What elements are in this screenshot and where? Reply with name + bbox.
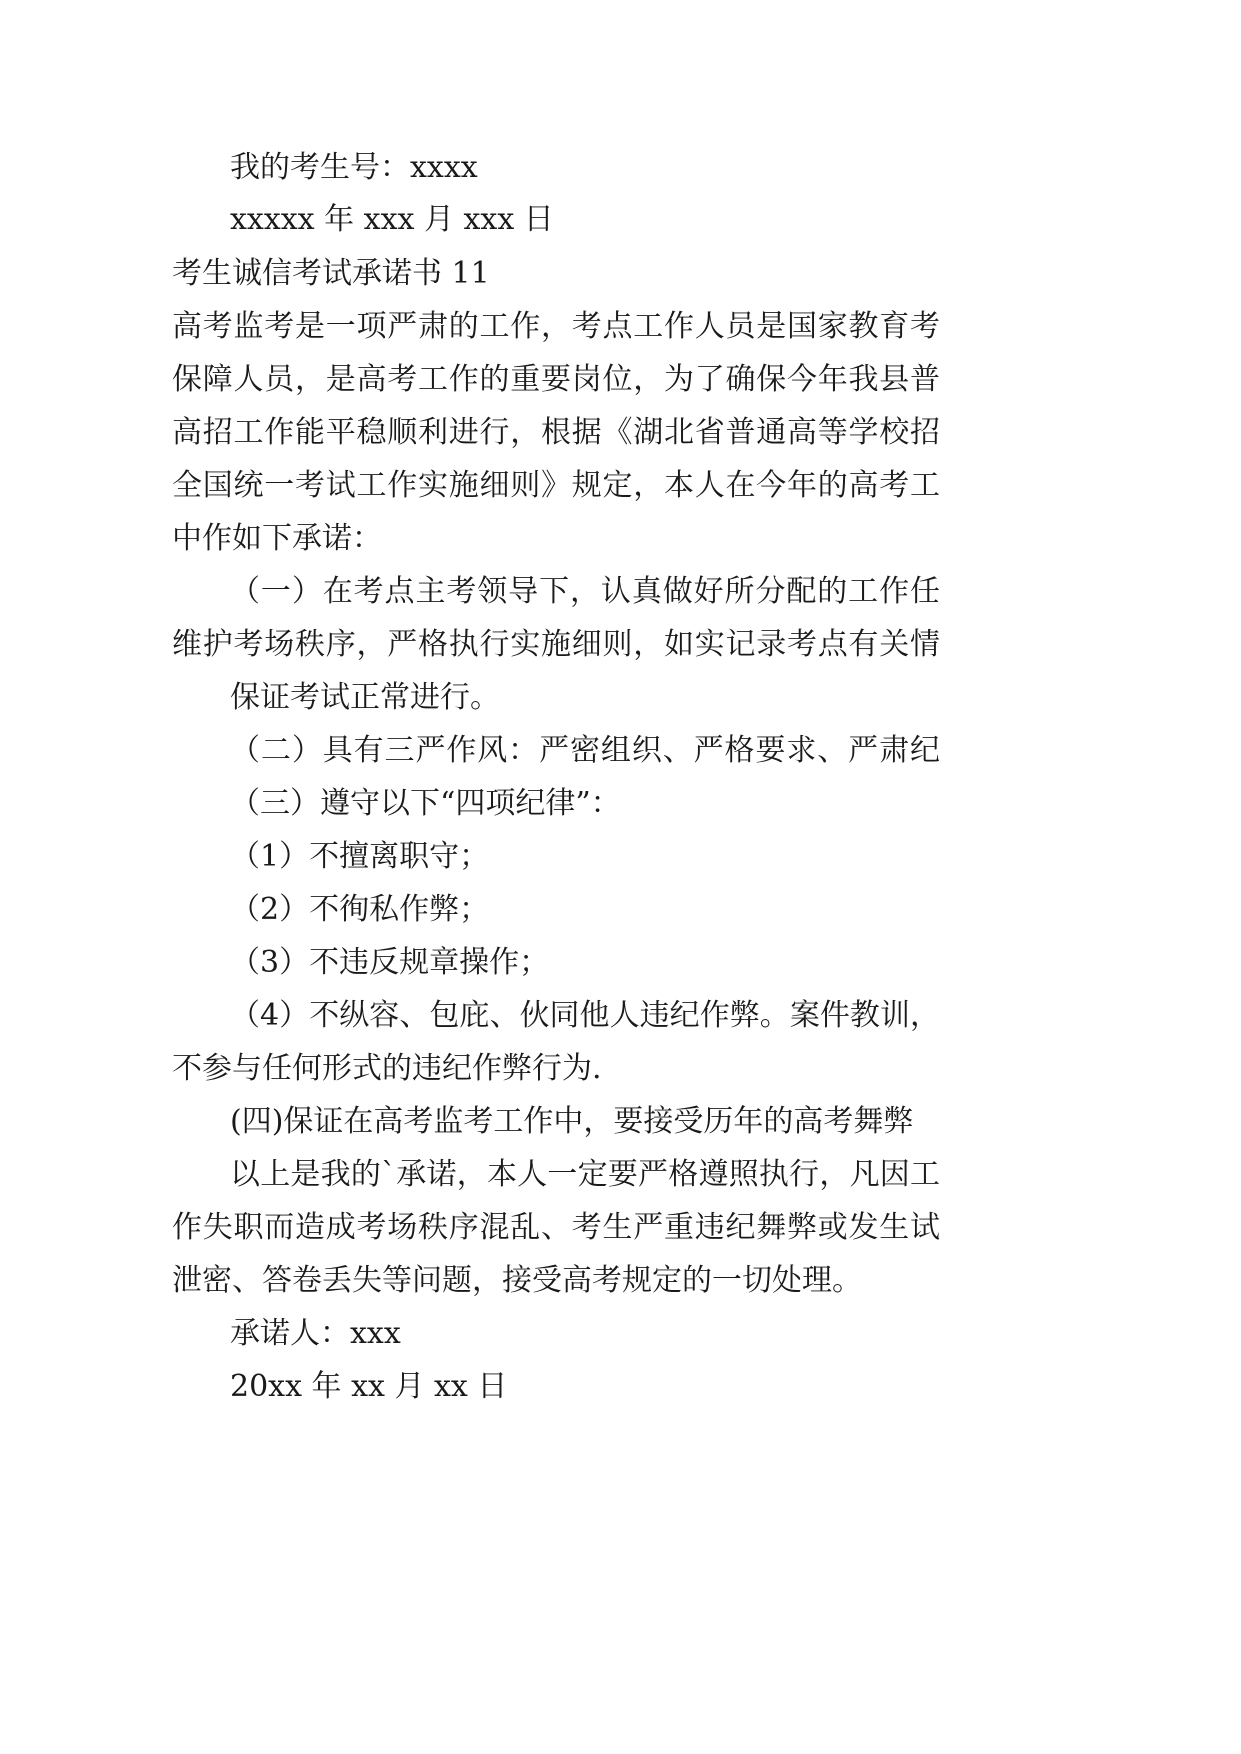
- item3: （三）遵守以下“四项纪律”：: [230, 786, 621, 821]
- document-title: 考生诚信考试承诺书 11: [172, 256, 490, 291]
- item1-line-3: 保证考试正常进行。: [230, 680, 500, 715]
- closing-line-3: 泄密、答卷丢失等问题，接受高考规定的一切处理。: [172, 1263, 862, 1298]
- item4: (四)保证在高考监考工作中，要接受历年的高考舞弊: [230, 1104, 914, 1139]
- item2: （二）具有三严作风：严密组织、严格要求、严肃纪: [230, 733, 940, 768]
- rule-2: （2）不徇私作弊；: [230, 892, 490, 927]
- item1-line-2: 维护考场秩序，严格执行实施细则，如实记录考点有关情: [172, 627, 940, 662]
- intro-line-4: 全国统一考试工作实施细则》规定，本人在今年的高考工: [172, 468, 940, 503]
- rule-4-line-1: （4）不纵容、包庇、伙同他人违纪作弊。案件教训，: [230, 998, 940, 1033]
- header-date: xxxxx 年 xxx 月 xxx 日: [230, 202, 554, 237]
- rule-3: （3）不违反规章操作；: [230, 945, 550, 980]
- signer: 承诺人：xxx: [230, 1316, 401, 1351]
- intro-line-5: 中作如下承诺：: [172, 521, 382, 556]
- closing-line-1: 以上是我的`承诺，本人一定要严格遵照执行，凡因工: [230, 1157, 940, 1192]
- intro-line-2: 保障人员，是高考工作的重要岗位，为了确保今年我县普: [172, 362, 940, 397]
- intro-line-3: 高招工作能平稳顺利进行，根据《湖北省普通高等学校招: [172, 415, 940, 450]
- closing-line-2: 作失职而造成考场秩序混乱、考生严重违纪舞弊或发生试: [172, 1210, 940, 1245]
- rule-1: （1）不擅离职守；: [230, 839, 490, 874]
- rule-4-line-2: 不参与任何形式的违纪作弊行为.: [172, 1051, 602, 1086]
- item1-line-1: （一）在考点主考领导下，认真做好所分配的工作任: [230, 574, 940, 609]
- sign-date: 20xx 年 xx 月 xx 日: [230, 1369, 508, 1404]
- header-candidate-number: 我的考生号：xxxx: [230, 150, 478, 185]
- intro-line-1: 高考监考是一项严肃的工作，考点工作人员是国家教育考: [172, 309, 940, 344]
